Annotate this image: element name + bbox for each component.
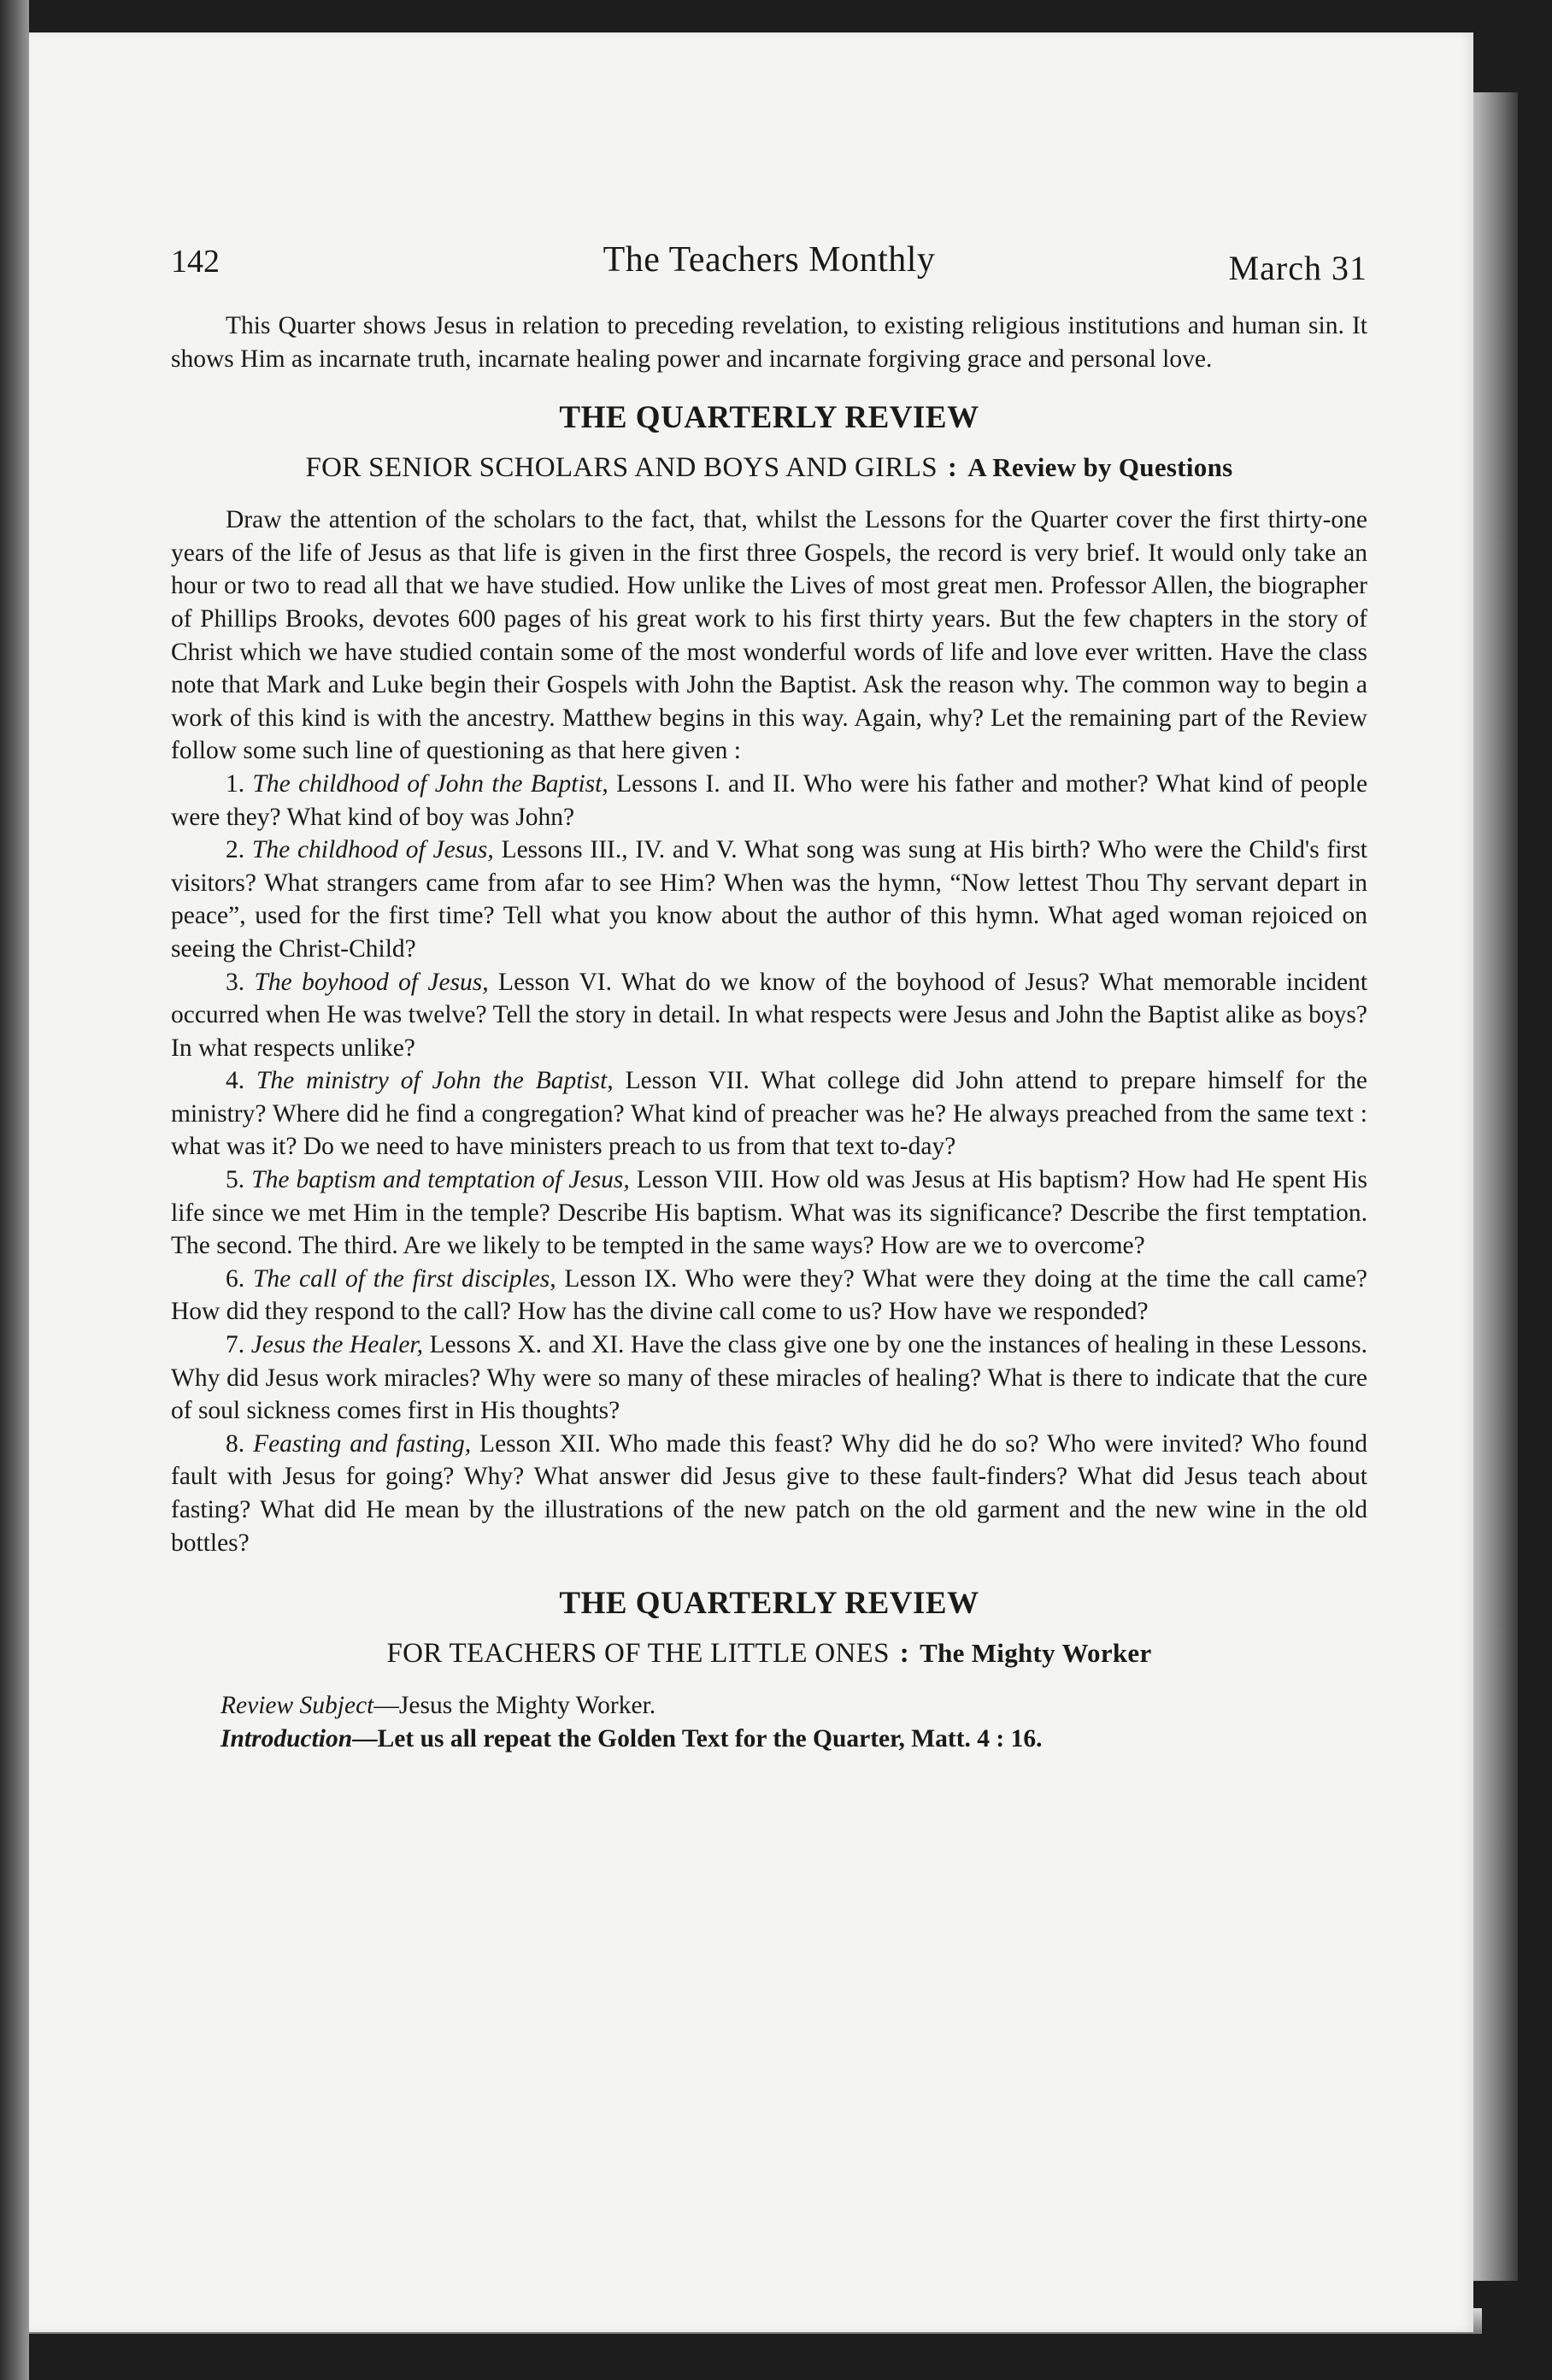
page-content bbox=[171, 309, 1367, 1755]
section-subheading-senior bbox=[171, 449, 1367, 486]
question-topic: The boyhood of Jesus, bbox=[254, 968, 489, 996]
introduction-label: Introduction bbox=[220, 1724, 353, 1753]
question-item bbox=[171, 1163, 1367, 1263]
introduction-line bbox=[171, 1723, 1367, 1756]
review-subject-label: Review Subject bbox=[220, 1692, 374, 1720]
intro-paragraph: This Quarter shows Jesus in relation to preceding revelation, to existing religious institutions and human sin. It shows Him as incarnate truth, incarnate healing power and incarnate forgiving grace and personal love. bbox=[171, 312, 1367, 373]
introduction-text: —Let us all repeat the Golden Text for the Quarter, Matt. 4 : 16. bbox=[352, 1724, 1043, 1753]
question-text: Lesson VI. What do we know of the boyhood of Jesus? What memorable incident occurred when He was twelve? Tell the story in detail. In what respects were Jesus and John the Baptist alike as boys? In what respects unlike? bbox=[171, 968, 1368, 1062]
question-number: 1. bbox=[226, 769, 245, 798]
question-text: Lesson VII. What college did John attend to prepare himself for the ministry? Where did he find a congregation? What kind of preacher was he? He always preached from the same text : what was it? Do we need to have ministers preach to us from that text to-day? bbox=[171, 1067, 1368, 1161]
question-topic: The baptism and temptation of Jesus, bbox=[251, 1166, 630, 1194]
question-text: Lessons III., IV. and V. What song was sung at His birth? Who were the Child's first visitors? What strangers came from afar to see Him? When was the hymn, “Now lettest Thou Thy servant depart in peace”, used for the first time? Tell what you know about the author of this hymn. What aged woman rejoiced on seeing the Christ-Child? bbox=[171, 836, 1367, 963]
question-topic: Feasting and fasting, bbox=[253, 1429, 472, 1458]
subheading-topic: A Review by Questions bbox=[967, 452, 1233, 483]
little-ones-lines bbox=[171, 1689, 1367, 1755]
question-number: 7. bbox=[226, 1331, 245, 1359]
question-item bbox=[171, 1064, 1367, 1163]
question-topic: The childhood of John the Baptist, bbox=[252, 769, 608, 798]
question-number: 2. bbox=[226, 836, 245, 864]
question-text: Lesson XII. Who made this feast? Why did he do so? Who were invited? Who found fault with Jesus for going? Why? What answer did Jesus give to these fault-finders? What did Jesus teach about fasting? What did He mean by the illustrations of the new patch on the old garment and the new wine in the old bottles? bbox=[171, 1429, 1367, 1557]
question-number: 8. bbox=[226, 1429, 245, 1458]
review-subject-text: —Jesus the Mighty Worker. bbox=[373, 1692, 656, 1720]
question-item bbox=[171, 966, 1367, 1065]
issue-date: March 31 bbox=[1228, 249, 1367, 287]
review-subject-line bbox=[171, 1689, 1367, 1723]
subheading-audience: FOR TEACHERS OF THE LITTLE ONES bbox=[386, 1638, 890, 1670]
question-text: Lessons I. and II. Who were his father and mother? What kind of people were they? What kind of boy was John? bbox=[171, 769, 1368, 831]
page-number: 142 bbox=[171, 244, 220, 280]
question-topic: The ministry of John the Baptist, bbox=[256, 1067, 614, 1095]
subheading-separator: : bbox=[947, 452, 958, 484]
question-topic: The childhood of Jesus, bbox=[251, 836, 494, 864]
journal-title: The Teachers Monthly bbox=[603, 240, 936, 280]
subheading-audience: FOR SENIOR SCHOLARS AND BOYS AND GIRLS bbox=[305, 452, 938, 484]
running-head bbox=[171, 231, 1367, 291]
question-number: 5. bbox=[226, 1166, 245, 1194]
review-intro-paragraph: Draw the attention of the scholars to the fact, that, whilst the Lessons for the Quarter cover the first thirty-one years of the life of Jesus as that life is given in the first three Gospels, the record is very brief. It would only take an hour or two to read all that we have studied. How unlike the Lives of most great men. Professor Allen, the biographer of Phillips Brooks, devotes 600 pages of his great work to his first thirty years. But the few chapters in the story of Christ which we have studied contain some of the most wonderful words of life and love ever written. Have the class note that Mark and Luke begin their Gospels with John the Baptist. Ask the reason why. The common way to begin a work of this kind is with the ancestry. Matthew begins in this way. Again, why? Let the remaining part of the Review follow some such line of questioning as that here given : bbox=[171, 506, 1367, 765]
question-text: Lesson VIII. How old was Jesus at His baptism? How had He spent His life since we met Him in the temple? Describe His baptism. What was its significance? Describe the first temptation. The second. The third. Are we likely to be tempted in the same ways? How are we to overcome? bbox=[171, 1166, 1368, 1260]
question-item bbox=[171, 834, 1367, 965]
question-number: 3. bbox=[226, 968, 245, 996]
question-item bbox=[171, 1428, 1367, 1559]
subheading-separator: : bbox=[899, 1638, 910, 1670]
question-item bbox=[171, 1263, 1367, 1328]
question-text: Lessons X. and XI. Have the class give one by one the instances of healing in these Lessons. Why did Jesus work miracles? Why were so many of these miracles of healing? What is there to indicate that the cure of soul sickness comes first in His thoughts? bbox=[171, 1331, 1368, 1425]
question-number: 4. bbox=[226, 1067, 245, 1095]
question-text: Lesson IX. Who were they? What were they doing at the time the call came? How did they respond to the call? How has the divine call come to us? How have we responded? bbox=[171, 1264, 1368, 1326]
question-item bbox=[171, 768, 1367, 834]
question-item bbox=[171, 1328, 1367, 1428]
subheading-topic: The Mighty Worker bbox=[920, 1638, 1152, 1669]
question-list bbox=[171, 768, 1367, 1559]
section-subheading-little-ones bbox=[171, 1635, 1367, 1672]
section-heading-senior: THE QUARTERLY REVIEW bbox=[559, 400, 979, 436]
question-topic: Jesus the Healer, bbox=[250, 1331, 424, 1359]
question-topic: The call of the first disciples, bbox=[252, 1264, 556, 1293]
section-heading-little-ones: THE QUARTERLY REVIEW bbox=[559, 1586, 979, 1622]
question-number: 6. bbox=[226, 1264, 245, 1293]
scan-left-edge bbox=[0, 0, 29, 2380]
